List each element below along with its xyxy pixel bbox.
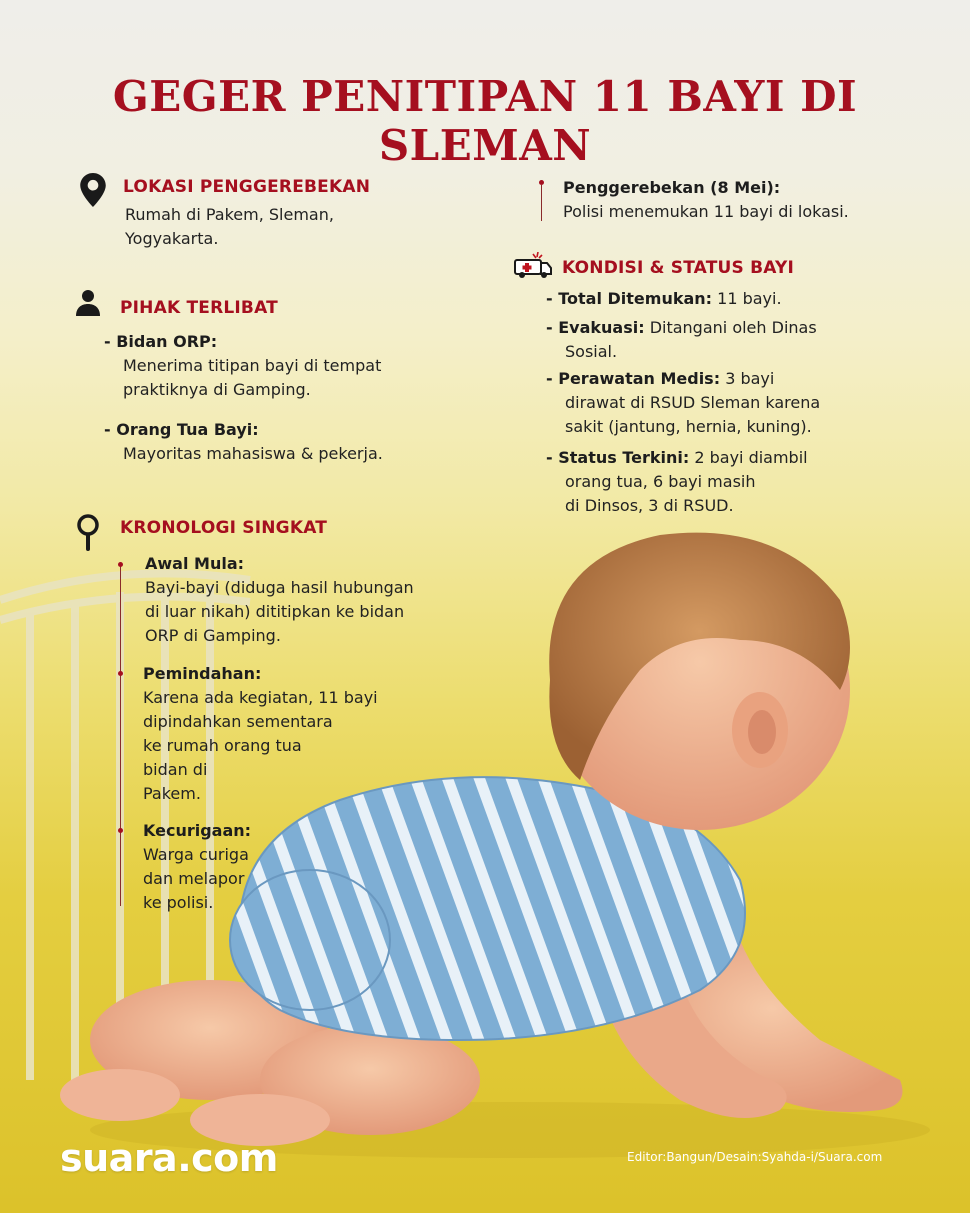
item-line: praktiknya di Gamping. xyxy=(123,380,311,399)
item-label: Status Terkini: xyxy=(558,448,690,467)
item-line: Warga curiga xyxy=(143,845,249,864)
location-pin-icon xyxy=(80,173,106,207)
item-label: Pemindahan: xyxy=(143,664,262,683)
suara-logo: suara.com xyxy=(60,1136,278,1180)
item-line: ORP di Gamping. xyxy=(145,626,281,645)
timeline-dot xyxy=(539,180,544,185)
item-value: 11 bayi. xyxy=(712,289,782,308)
item-line: Mayoritas mahasiswa & pekerja. xyxy=(123,444,383,463)
item-line: Pakem. xyxy=(143,784,201,803)
pihak-item-orangtua: - Orang Tua Bayi: Mayoritas mahasiswa & pekerja. xyxy=(104,418,383,466)
timeline-dot xyxy=(118,671,123,676)
pihak-heading: PIHAK TERLIBAT xyxy=(120,298,278,318)
item-line: Sosial. xyxy=(565,342,618,361)
item-line: dan melapor xyxy=(143,869,245,888)
item-line: dipindahkan sementara xyxy=(143,712,333,731)
kronologi-item-pemindahan xyxy=(143,662,378,806)
item-label: Evakuasi: xyxy=(558,318,645,337)
kronologi-heading: KRONOLOGI SINGKAT xyxy=(120,518,328,538)
pihak-item-bidan: - Bidan ORP: Menerima titipan bayi di tempat praktiknya di Gamping. xyxy=(104,330,381,402)
item-value: Ditangani oleh Dinas xyxy=(644,318,817,337)
item-line: Polisi menemukan 11 bayi di lokasi. xyxy=(563,202,849,221)
timeline-line xyxy=(541,185,542,221)
credit-text: Editor:Bangun/Desain:Syahda-i/Suara.com xyxy=(627,1150,883,1164)
lokasi-line: Yogyakarta. xyxy=(125,229,219,248)
item-line: di luar nikah) dititipkan ke bidan xyxy=(145,602,405,621)
item-line: bidan di xyxy=(143,760,208,779)
person-icon xyxy=(76,290,100,316)
item-label: Total Ditemukan: xyxy=(558,289,713,308)
kronologi-item-awal xyxy=(145,552,414,648)
timeline-line xyxy=(120,566,121,906)
item-line: di Dinsos, 3 di RSUD. xyxy=(565,496,734,515)
item-line: Menerima titipan bayi di tempat xyxy=(123,356,382,375)
kondisi-heading: KONDISI & STATUS BAYI xyxy=(562,258,794,278)
lokasi-heading: LOKASI PENGGEREBEKAN xyxy=(123,177,371,197)
kondisi-item-total: - Total Ditemukan: 11 bayi. xyxy=(546,289,782,308)
item-line: Karena ada kegiatan, 11 bayi xyxy=(143,688,378,707)
item-label: Awal Mula: xyxy=(145,554,245,573)
item-label: Kecurigaan: xyxy=(143,821,252,840)
lokasi-line: Rumah di Pakem, Sleman, xyxy=(125,205,334,224)
ambulance-icon xyxy=(514,252,552,280)
timeline-dot xyxy=(118,562,123,567)
item-value: 3 bayi xyxy=(720,369,775,388)
item-line: sakit (jantung, hernia, kuning). xyxy=(565,417,812,436)
kondisi-item-status: - Status Terkini: 2 bayi diambil orang tua, 6 bayi masih di Dinsos, 3 di RSUD. xyxy=(546,446,808,518)
kronologi-item-penggerebekan xyxy=(563,176,849,224)
item-label: Perawatan Medis: xyxy=(558,369,721,388)
item-line: Bayi-bayi (diduga hasil hubungan xyxy=(145,578,414,597)
kondisi-item-perawatan: - Perawatan Medis: 3 bayi dirawat di RSUD Sleman karena sakit (jantung, hernia, kuning). xyxy=(546,367,820,439)
page-title: GEGER PENITIPAN 11 BAYI DI SLEMAN xyxy=(112,72,858,170)
item-value: 2 bayi diambil xyxy=(689,448,808,467)
item-line: ke rumah orang tua xyxy=(143,736,302,755)
timeline-dot xyxy=(118,828,123,833)
item-label: Orang Tua Bayi: xyxy=(116,420,259,439)
lokasi-text xyxy=(125,203,334,251)
item-label: Bidan ORP: xyxy=(116,332,218,351)
kondisi-item-evakuasi: - Evakuasi: Ditangani oleh Dinas Sosial. xyxy=(546,316,817,364)
kronologi-item-kecurigaan xyxy=(143,819,251,915)
magnifier-icon xyxy=(75,514,101,552)
item-line: ke polisi. xyxy=(143,893,214,912)
item-line: dirawat di RSUD Sleman karena xyxy=(565,393,821,412)
item-line: orang tua, 6 bayi masih xyxy=(565,472,756,491)
item-label: Penggerebekan (8 Mei): xyxy=(563,178,781,197)
